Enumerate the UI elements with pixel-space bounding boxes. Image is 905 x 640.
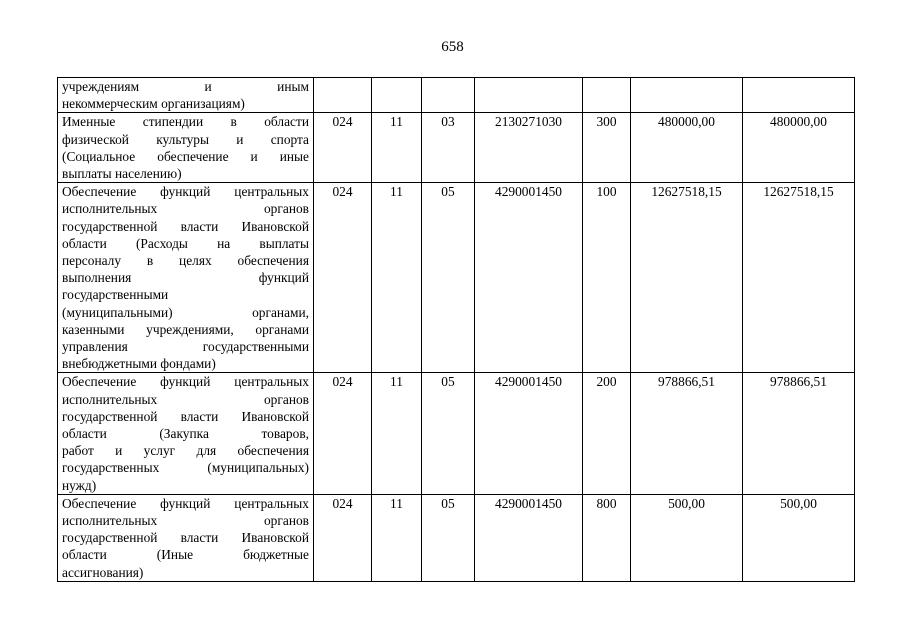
table-row	[58, 494, 855, 581]
amount-1-cell: 12627518,15	[631, 183, 743, 373]
row-description: учреждениям и иным некоммерческим организациям)	[58, 78, 314, 113]
row-description: Обеспечение функций центральных исполнительных органов государственной власти Ивановской области (Закупка товаров, работ и услуг для обеспечения государственных (муниципальных) нужд)	[58, 373, 314, 494]
page-number: 658	[441, 39, 464, 55]
section-code-cell	[372, 78, 422, 113]
table-row	[58, 78, 855, 113]
target-article-cell: 2130271030	[475, 113, 583, 183]
table-row	[58, 373, 855, 494]
subsection-code-cell: 05	[422, 183, 475, 373]
ministry-code-cell: 024	[314, 494, 372, 581]
row-description: Именные стипендии в области физической культуры и спорта (Социальное обеспечение и иные выплаты населению)	[58, 113, 314, 183]
amount-1-cell: 978866,51	[631, 373, 743, 494]
subsection-code-cell: 05	[422, 373, 475, 494]
target-article-cell: 4290001450	[475, 373, 583, 494]
section-code-cell: 11	[372, 373, 422, 494]
table-row	[58, 183, 855, 373]
expense-type-cell	[583, 78, 631, 113]
amount-2-cell: 500,00	[743, 494, 855, 581]
amount-1-cell: 500,00	[631, 494, 743, 581]
subsection-code-cell	[422, 78, 475, 113]
amount-2-cell	[743, 78, 855, 113]
ministry-code-cell: 024	[314, 373, 372, 494]
section-code-cell: 11	[372, 113, 422, 183]
target-article-cell: 4290001450	[475, 494, 583, 581]
target-article-cell	[475, 78, 583, 113]
amount-2-cell: 978866,51	[743, 373, 855, 494]
row-description: Обеспечение функций центральных исполнительных органов государственной власти Ивановской области (Расходы на выплаты персоналу в целях обеспечения выполнения функций государственными (муниципальными) органами, казенными учреждениями, органами управления государственными внебюджетными фондами)	[58, 183, 314, 373]
ministry-code-cell: 024	[314, 113, 372, 183]
ministry-code-cell	[314, 78, 372, 113]
amount-1-cell	[631, 78, 743, 113]
section-code-cell: 11	[372, 494, 422, 581]
amount-2-cell: 12627518,15	[743, 183, 855, 373]
expense-type-cell: 300	[583, 113, 631, 183]
ministry-code-cell: 024	[314, 183, 372, 373]
table-row	[58, 113, 855, 183]
expense-type-cell: 800	[583, 494, 631, 581]
expense-type-cell: 200	[583, 373, 631, 494]
budget-table	[57, 77, 855, 582]
amount-2-cell: 480000,00	[743, 113, 855, 183]
row-description: Обеспечение функций центральных исполнительных органов государственной власти Ивановской области (Иные бюджетные ассигнования)	[58, 494, 314, 581]
amount-1-cell: 480000,00	[631, 113, 743, 183]
subsection-code-cell: 03	[422, 113, 475, 183]
target-article-cell: 4290001450	[475, 183, 583, 373]
expense-type-cell: 100	[583, 183, 631, 373]
subsection-code-cell: 05	[422, 494, 475, 581]
section-code-cell: 11	[372, 183, 422, 373]
